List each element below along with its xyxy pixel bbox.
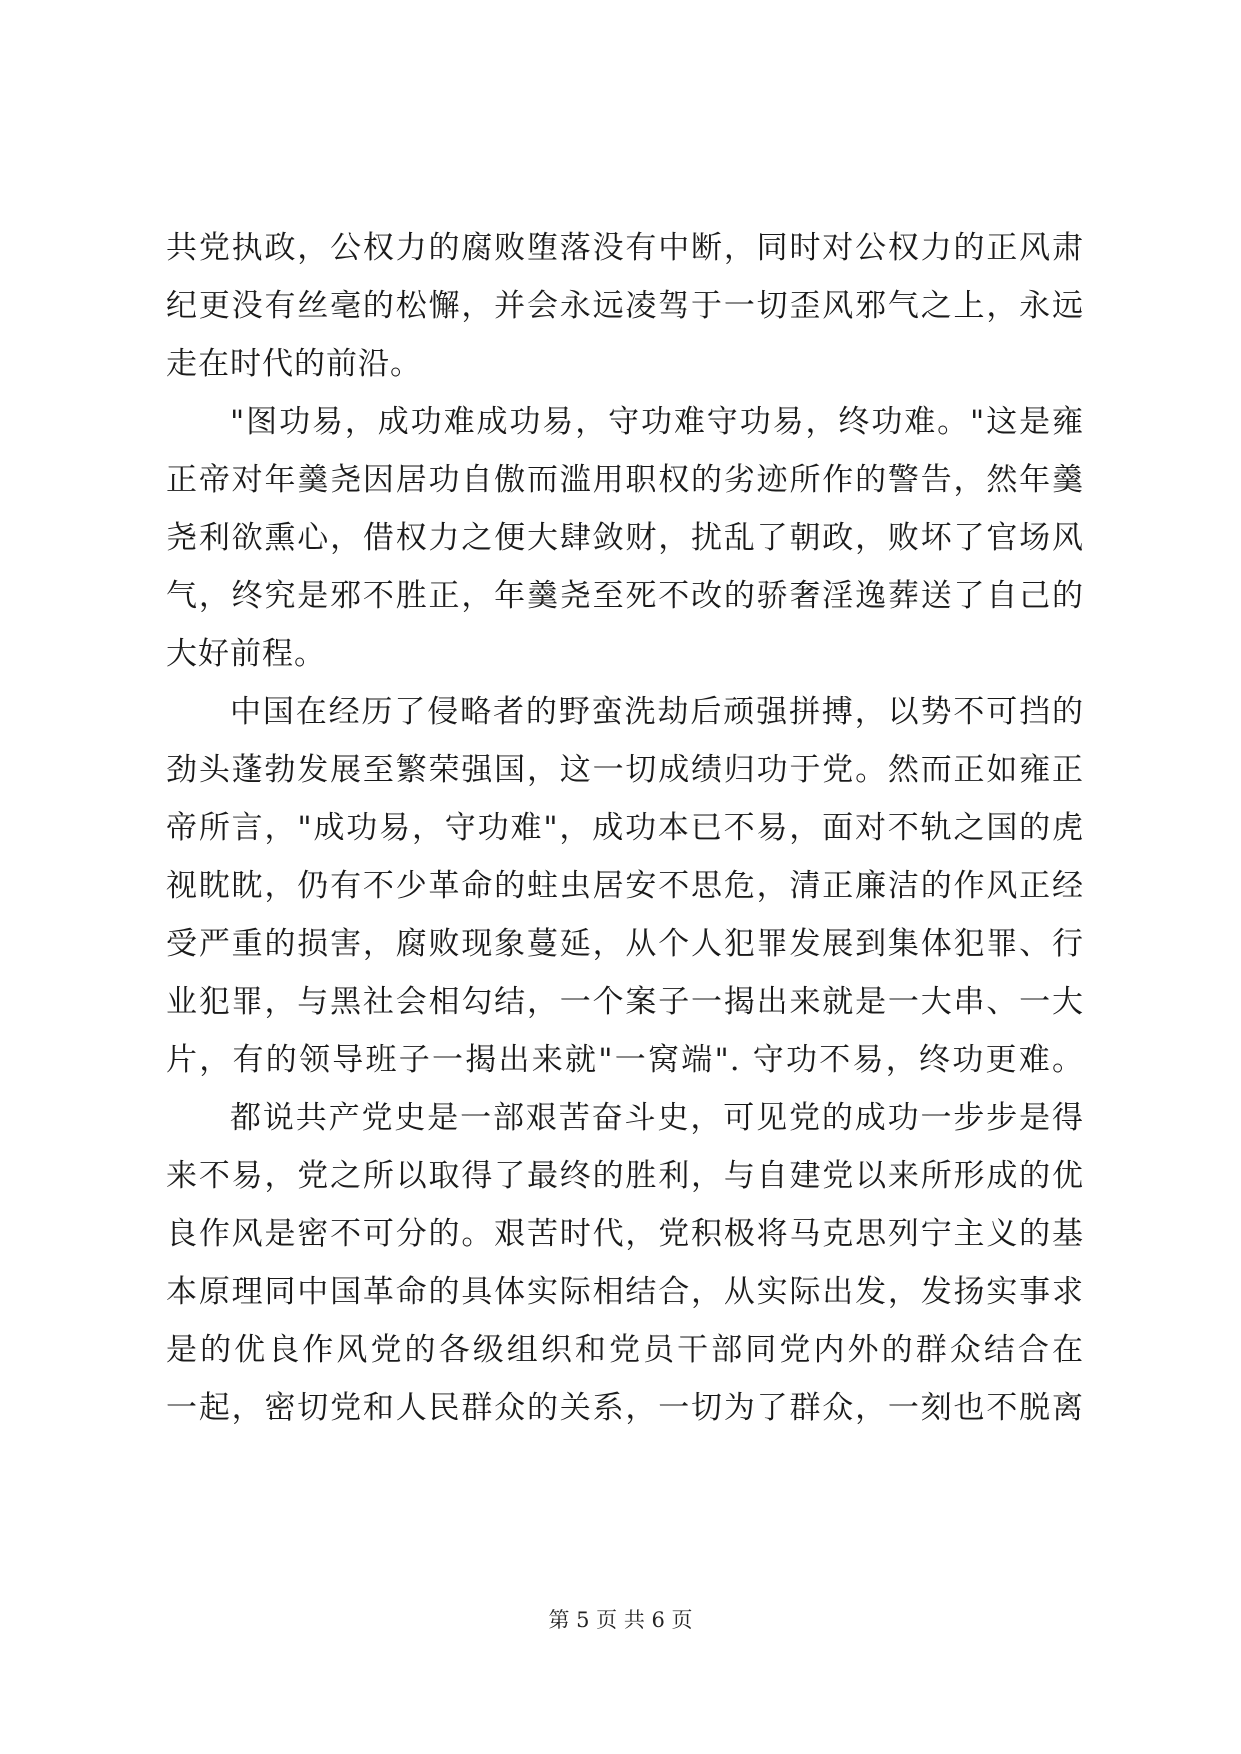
text-line: 帝所言，"成功易，守功难"，成功本已不易，面对不轨之国的虎 bbox=[166, 810, 1084, 846]
text-line: 来不易，党之所以取得了最终的胜利，与自建党以来所形成的优 bbox=[166, 1158, 1084, 1194]
text-line: 业犯罪，与黑社会相勾结，一个案子一揭出来就是一大串、一大 bbox=[166, 984, 1084, 1020]
text-line: 尧利欲熏心，借权力之便大肆敛财，扰乱了朝政，败坏了官场风 bbox=[166, 520, 1084, 556]
text-line: 是的优良作风党的各级组织和党员干部同党内外的群众结合在 bbox=[166, 1332, 1084, 1368]
text-line: 受严重的损害，腐败现象蔓延，从个人犯罪发展到集体犯罪、行 bbox=[166, 926, 1084, 962]
text-line: 良作风是密不可分的。艰苦时代，党积极将马克思列宁主义的基 bbox=[166, 1216, 1084, 1252]
text-line: 纪更没有丝毫的松懈，并会永远凌驾于一切歪风邪气之上，永远 bbox=[166, 288, 1084, 324]
text-line: 劲头蓬勃发展至繁荣强国，这一切成绩归功于党。然而正如雍正 bbox=[166, 752, 1084, 788]
text-line: 片，有的领导班子一揭出来就"一窝端". 守功不易，终功更难。 bbox=[166, 1042, 1084, 1078]
text-line: 共党执政，公权力的腐败堕落没有中断，同时对公权力的正风肃 bbox=[166, 230, 1084, 266]
text-line: 气，终究是邪不胜正，年羹尧至死不改的骄奢淫逸葬送了自己的 bbox=[166, 578, 1084, 614]
page-number-footer: 第 5 页 共 6 页 bbox=[548, 1608, 693, 1632]
paragraph-first-line: "图功易，成功难成功易，守功难守功易，终功难。"这是雍 bbox=[230, 404, 1084, 440]
text-line: 一起，密切党和人民群众的关系，一切为了群众，一刻也不脱离 bbox=[166, 1390, 1084, 1426]
text-line: 正帝对年羹尧因居功自傲而滥用职权的劣迹所作的警告，然年羹 bbox=[166, 462, 1084, 498]
text-line: 本原理同中国革命的具体实际相结合，从实际出发，发扬实事求 bbox=[166, 1274, 1084, 1310]
paragraph-first-line: 都说共产党史是一部艰苦奋斗史，可见党的成功一步步是得 bbox=[230, 1100, 1084, 1136]
paragraph-first-line: 中国在经历了侵略者的野蛮洗劫后顽强拼搏，以势不可挡的 bbox=[230, 694, 1084, 730]
text-line: 视眈眈，仍有不少革命的蛀虫居安不思危，清正廉洁的作风正经 bbox=[166, 868, 1084, 904]
text-line: 大好前程。 bbox=[166, 636, 326, 672]
text-line: 走在时代的前沿。 bbox=[166, 346, 422, 382]
